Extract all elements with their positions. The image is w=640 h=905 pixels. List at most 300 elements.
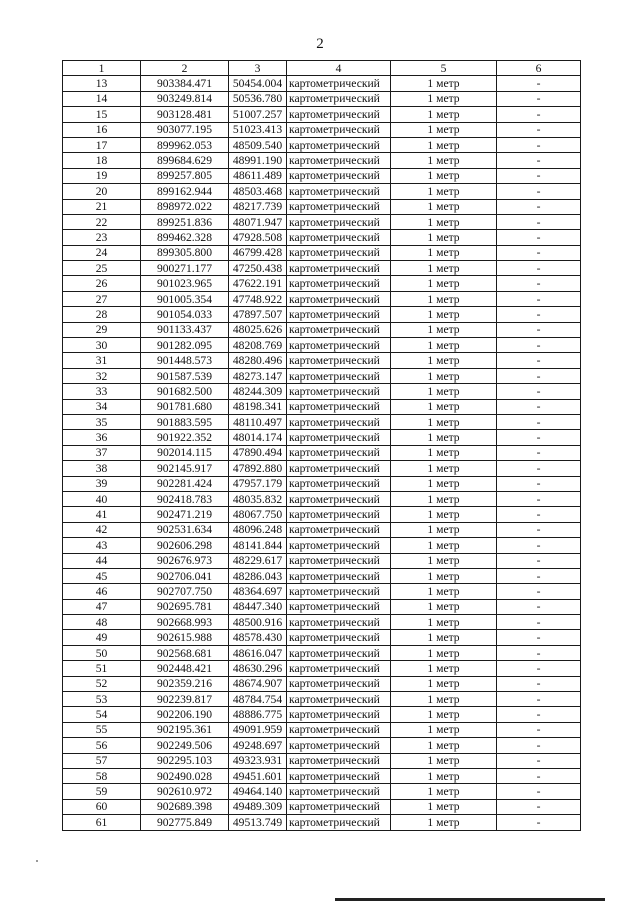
x-coordinate-cell: 899462.328 (141, 230, 229, 245)
y-coordinate-cell: 48364.697 (229, 584, 287, 599)
accuracy-cell: 1 метр (391, 445, 497, 460)
method-cell: картометрический (287, 307, 391, 322)
note-cell: - (497, 214, 581, 229)
table-row (63, 738, 581, 753)
accuracy-cell: 1 метр (391, 291, 497, 306)
method-cell: картометрический (287, 384, 391, 399)
table-row (63, 522, 581, 537)
y-coordinate-cell: 50454.004 (229, 76, 287, 91)
point-number-cell: 48 (63, 615, 141, 630)
x-coordinate-cell: 902359.216 (141, 676, 229, 691)
x-coordinate-cell: 900271.177 (141, 261, 229, 276)
note-cell: - (497, 784, 581, 799)
method-cell: картометрический (287, 738, 391, 753)
bottom-rule (335, 898, 605, 901)
note-cell: - (497, 384, 581, 399)
table-row (63, 507, 581, 522)
x-coordinate-cell: 902206.190 (141, 707, 229, 722)
point-number-cell: 51 (63, 661, 141, 676)
note-cell: - (497, 507, 581, 522)
accuracy-cell: 1 метр (391, 553, 497, 568)
y-coordinate-cell: 48071.947 (229, 214, 287, 229)
point-number-cell: 27 (63, 291, 141, 306)
table-row (63, 815, 581, 830)
note-cell: - (497, 199, 581, 214)
method-cell: картометрический (287, 322, 391, 337)
note-cell: - (497, 307, 581, 322)
note-cell: - (497, 430, 581, 445)
x-coordinate-cell: 899305.800 (141, 245, 229, 260)
table-row (63, 122, 581, 137)
x-coordinate-cell: 902775.849 (141, 815, 229, 830)
x-coordinate-cell: 902568.681 (141, 645, 229, 660)
x-coordinate-cell: 901282.095 (141, 338, 229, 353)
x-coordinate-cell: 901005.354 (141, 291, 229, 306)
note-cell: - (497, 584, 581, 599)
accuracy-cell: 1 метр (391, 76, 497, 91)
method-cell: картометрический (287, 368, 391, 383)
accuracy-cell: 1 метр (391, 261, 497, 276)
point-number-cell: 53 (63, 692, 141, 707)
table-row (63, 676, 581, 691)
x-coordinate-cell: 902249.506 (141, 738, 229, 753)
x-coordinate-cell: 902707.750 (141, 584, 229, 599)
point-number-cell: 22 (63, 214, 141, 229)
method-cell: картометрический (287, 491, 391, 506)
accuracy-cell: 1 метр (391, 199, 497, 214)
note-cell: - (497, 599, 581, 614)
x-coordinate-cell: 902706.041 (141, 568, 229, 583)
y-coordinate-cell: 48025.626 (229, 322, 287, 337)
point-number-cell: 31 (63, 353, 141, 368)
note-cell: - (497, 291, 581, 306)
header-col-6: 6 (497, 61, 581, 76)
y-coordinate-cell: 51007.257 (229, 107, 287, 122)
x-coordinate-cell: 902448.421 (141, 661, 229, 676)
method-cell: картометрический (287, 276, 391, 291)
y-coordinate-cell: 48500.916 (229, 615, 287, 630)
note-cell: - (497, 676, 581, 691)
method-cell: картометрический (287, 153, 391, 168)
note-cell: - (497, 553, 581, 568)
point-number-cell: 42 (63, 522, 141, 537)
y-coordinate-cell: 47928.508 (229, 230, 287, 245)
note-cell: - (497, 461, 581, 476)
note-cell: - (497, 692, 581, 707)
y-coordinate-cell: 48198.341 (229, 399, 287, 414)
note-cell: - (497, 338, 581, 353)
x-coordinate-cell: 902695.781 (141, 599, 229, 614)
point-number-cell: 56 (63, 738, 141, 753)
x-coordinate-cell: 903128.481 (141, 107, 229, 122)
method-cell: картометрический (287, 615, 391, 630)
x-coordinate-cell: 902239.817 (141, 692, 229, 707)
method-cell: картометрический (287, 799, 391, 814)
note-cell: - (497, 768, 581, 783)
point-number-cell: 50 (63, 645, 141, 660)
method-cell: картометрический (287, 661, 391, 676)
note-cell: - (497, 153, 581, 168)
y-coordinate-cell: 49323.931 (229, 753, 287, 768)
x-coordinate-cell: 903077.195 (141, 122, 229, 137)
accuracy-cell: 1 метр (391, 214, 497, 229)
method-cell: картометрический (287, 753, 391, 768)
header-col-3: 3 (229, 61, 287, 76)
accuracy-cell: 1 метр (391, 599, 497, 614)
table-row (63, 599, 581, 614)
table-row (63, 276, 581, 291)
accuracy-cell: 1 метр (391, 784, 497, 799)
point-number-cell: 29 (63, 322, 141, 337)
table-row (63, 784, 581, 799)
y-coordinate-cell: 48110.497 (229, 414, 287, 429)
accuracy-cell: 1 метр (391, 522, 497, 537)
y-coordinate-cell: 48014.174 (229, 430, 287, 445)
point-number-cell: 39 (63, 476, 141, 491)
y-coordinate-cell: 49513.749 (229, 815, 287, 830)
point-number-cell: 47 (63, 599, 141, 614)
note-cell: - (497, 799, 581, 814)
x-coordinate-cell: 902615.988 (141, 630, 229, 645)
accuracy-cell: 1 метр (391, 692, 497, 707)
y-coordinate-cell: 49451.601 (229, 768, 287, 783)
table-row (63, 538, 581, 553)
point-number-cell: 26 (63, 276, 141, 291)
y-coordinate-cell: 51023.413 (229, 122, 287, 137)
table-row (63, 214, 581, 229)
point-number-cell: 57 (63, 753, 141, 768)
accuracy-cell: 1 метр (391, 230, 497, 245)
table-row (63, 630, 581, 645)
table-row (63, 553, 581, 568)
table-row (63, 91, 581, 106)
y-coordinate-cell: 48096.248 (229, 522, 287, 537)
table-row (63, 199, 581, 214)
method-cell: картометрический (287, 645, 391, 660)
point-number-cell: 49 (63, 630, 141, 645)
note-cell: - (497, 107, 581, 122)
note-cell: - (497, 707, 581, 722)
x-coordinate-cell: 901023.965 (141, 276, 229, 291)
y-coordinate-cell: 48280.496 (229, 353, 287, 368)
method-cell: картометрический (287, 522, 391, 537)
y-coordinate-cell: 48578.430 (229, 630, 287, 645)
note-cell: - (497, 353, 581, 368)
x-coordinate-cell: 901883.595 (141, 414, 229, 429)
accuracy-cell: 1 метр (391, 630, 497, 645)
accuracy-cell: 1 метр (391, 676, 497, 691)
y-coordinate-cell: 48886.775 (229, 707, 287, 722)
x-coordinate-cell: 902676.973 (141, 553, 229, 568)
method-cell: картометрический (287, 430, 391, 445)
point-number-cell: 37 (63, 445, 141, 460)
point-number-cell: 44 (63, 553, 141, 568)
point-number-cell: 36 (63, 430, 141, 445)
accuracy-cell: 1 метр (391, 707, 497, 722)
x-coordinate-cell: 901781.680 (141, 399, 229, 414)
accuracy-cell: 1 метр (391, 353, 497, 368)
y-coordinate-cell: 48784.754 (229, 692, 287, 707)
table-row (63, 799, 581, 814)
y-coordinate-cell: 47250.438 (229, 261, 287, 276)
method-cell: картометрический (287, 199, 391, 214)
note-cell: - (497, 76, 581, 91)
table-row (63, 461, 581, 476)
table-row (63, 153, 581, 168)
accuracy-cell: 1 метр (391, 384, 497, 399)
note-cell: - (497, 276, 581, 291)
point-number-cell: 32 (63, 368, 141, 383)
point-number-cell: 30 (63, 338, 141, 353)
method-cell: картометрический (287, 230, 391, 245)
x-coordinate-cell: 902689.398 (141, 799, 229, 814)
coordinates-table (62, 60, 581, 831)
method-cell: картометрический (287, 553, 391, 568)
y-coordinate-cell: 48229.617 (229, 553, 287, 568)
y-coordinate-cell: 48141.844 (229, 538, 287, 553)
accuracy-cell: 1 метр (391, 399, 497, 414)
point-number-cell: 34 (63, 399, 141, 414)
x-coordinate-cell: 902281.424 (141, 476, 229, 491)
y-coordinate-cell: 48616.047 (229, 645, 287, 660)
y-coordinate-cell: 48273.147 (229, 368, 287, 383)
y-coordinate-cell: 48611.489 (229, 168, 287, 183)
point-number-cell: 13 (63, 76, 141, 91)
table-row (63, 768, 581, 783)
method-cell: картометрический (287, 630, 391, 645)
y-coordinate-cell: 48244.309 (229, 384, 287, 399)
accuracy-cell: 1 метр (391, 122, 497, 137)
margin-speck (36, 860, 38, 862)
x-coordinate-cell: 901448.573 (141, 353, 229, 368)
point-number-cell: 35 (63, 414, 141, 429)
note-cell: - (497, 538, 581, 553)
point-number-cell: 33 (63, 384, 141, 399)
method-cell: картометрический (287, 338, 391, 353)
method-cell: картометрический (287, 353, 391, 368)
table-row (63, 445, 581, 460)
table-row (63, 584, 581, 599)
table-row (63, 322, 581, 337)
y-coordinate-cell: 49464.140 (229, 784, 287, 799)
table-row (63, 645, 581, 660)
note-cell: - (497, 261, 581, 276)
y-coordinate-cell: 46799.428 (229, 245, 287, 260)
table-row (63, 568, 581, 583)
point-number-cell: 18 (63, 153, 141, 168)
accuracy-cell: 1 метр (391, 799, 497, 814)
y-coordinate-cell: 48630.296 (229, 661, 287, 676)
point-number-cell: 28 (63, 307, 141, 322)
accuracy-cell: 1 метр (391, 584, 497, 599)
x-coordinate-cell: 901587.539 (141, 368, 229, 383)
y-coordinate-cell: 48035.832 (229, 491, 287, 506)
accuracy-cell: 1 метр (391, 153, 497, 168)
accuracy-cell: 1 метр (391, 137, 497, 152)
method-cell: картометрический (287, 599, 391, 614)
accuracy-cell: 1 метр (391, 322, 497, 337)
point-number-cell: 45 (63, 568, 141, 583)
y-coordinate-cell: 50536.780 (229, 91, 287, 106)
method-cell: картометрический (287, 168, 391, 183)
x-coordinate-cell: 902490.028 (141, 768, 229, 783)
accuracy-cell: 1 метр (391, 615, 497, 630)
y-coordinate-cell: 49091.959 (229, 722, 287, 737)
accuracy-cell: 1 метр (391, 307, 497, 322)
point-number-cell: 58 (63, 768, 141, 783)
note-cell: - (497, 414, 581, 429)
note-cell: - (497, 815, 581, 830)
note-cell: - (497, 630, 581, 645)
y-coordinate-cell: 48503.468 (229, 184, 287, 199)
y-coordinate-cell: 47890.494 (229, 445, 287, 460)
accuracy-cell: 1 метр (391, 107, 497, 122)
x-coordinate-cell: 903249.814 (141, 91, 229, 106)
note-cell: - (497, 522, 581, 537)
x-coordinate-cell: 903384.471 (141, 76, 229, 91)
method-cell: картометрический (287, 568, 391, 583)
method-cell: картометрический (287, 707, 391, 722)
method-cell: картометрический (287, 815, 391, 830)
method-cell: картометрический (287, 461, 391, 476)
accuracy-cell: 1 метр (391, 815, 497, 830)
accuracy-cell: 1 метр (391, 91, 497, 106)
y-coordinate-cell: 47957.179 (229, 476, 287, 491)
x-coordinate-cell: 901922.352 (141, 430, 229, 445)
method-cell: картометрический (287, 122, 391, 137)
accuracy-cell: 1 метр (391, 645, 497, 660)
method-cell: картометрический (287, 107, 391, 122)
method-cell: картометрический (287, 722, 391, 737)
accuracy-cell: 1 метр (391, 368, 497, 383)
note-cell: - (497, 230, 581, 245)
x-coordinate-cell: 902606.298 (141, 538, 229, 553)
accuracy-cell: 1 метр (391, 414, 497, 429)
y-coordinate-cell: 48067.750 (229, 507, 287, 522)
y-coordinate-cell: 47622.191 (229, 276, 287, 291)
method-cell: картометрический (287, 538, 391, 553)
method-cell: картометрический (287, 261, 391, 276)
method-cell: картометрический (287, 507, 391, 522)
accuracy-cell: 1 метр (391, 461, 497, 476)
y-coordinate-cell: 48991.190 (229, 153, 287, 168)
y-coordinate-cell: 47892.880 (229, 461, 287, 476)
accuracy-cell: 1 метр (391, 722, 497, 737)
table-row (63, 261, 581, 276)
y-coordinate-cell: 47748.922 (229, 291, 287, 306)
y-coordinate-cell: 48509.540 (229, 137, 287, 152)
note-cell: - (497, 615, 581, 630)
x-coordinate-cell: 901054.033 (141, 307, 229, 322)
y-coordinate-cell: 49489.309 (229, 799, 287, 814)
point-number-cell: 14 (63, 91, 141, 106)
accuracy-cell: 1 метр (391, 430, 497, 445)
table-row (63, 107, 581, 122)
note-cell: - (497, 91, 581, 106)
x-coordinate-cell: 901682.500 (141, 384, 229, 399)
header-col-5: 5 (391, 61, 497, 76)
table-row (63, 399, 581, 414)
method-cell: картометрический (287, 584, 391, 599)
note-cell: - (497, 137, 581, 152)
method-cell: картометрический (287, 676, 391, 691)
header-col-4: 4 (287, 61, 391, 76)
point-number-cell: 55 (63, 722, 141, 737)
table-row (63, 338, 581, 353)
point-number-cell: 43 (63, 538, 141, 553)
point-number-cell: 21 (63, 199, 141, 214)
accuracy-cell: 1 метр (391, 168, 497, 183)
table-row (63, 76, 581, 91)
note-cell: - (497, 491, 581, 506)
table-row (63, 692, 581, 707)
table-row (63, 368, 581, 383)
point-number-cell: 61 (63, 815, 141, 830)
accuracy-cell: 1 метр (391, 538, 497, 553)
x-coordinate-cell: 902471.219 (141, 507, 229, 522)
note-cell: - (497, 245, 581, 260)
point-number-cell: 54 (63, 707, 141, 722)
accuracy-cell: 1 метр (391, 507, 497, 522)
y-coordinate-cell: 48447.340 (229, 599, 287, 614)
note-cell: - (497, 322, 581, 337)
point-number-cell: 52 (63, 676, 141, 691)
table-row (63, 384, 581, 399)
method-cell: картометрический (287, 184, 391, 199)
method-cell: картометрический (287, 245, 391, 260)
note-cell: - (497, 753, 581, 768)
accuracy-cell: 1 метр (391, 568, 497, 583)
table-row (63, 230, 581, 245)
point-number-cell: 24 (63, 245, 141, 260)
note-cell: - (497, 476, 581, 491)
x-coordinate-cell: 899962.053 (141, 137, 229, 152)
method-cell: картометрический (287, 76, 391, 91)
point-number-cell: 40 (63, 491, 141, 506)
method-cell: картометрический (287, 91, 391, 106)
table-row (63, 491, 581, 506)
header-col-1: 1 (63, 61, 141, 76)
note-cell: - (497, 184, 581, 199)
table-row (63, 753, 581, 768)
x-coordinate-cell: 901133.437 (141, 322, 229, 337)
x-coordinate-cell: 899251.836 (141, 214, 229, 229)
x-coordinate-cell: 902295.103 (141, 753, 229, 768)
point-number-cell: 59 (63, 784, 141, 799)
y-coordinate-cell: 49248.697 (229, 738, 287, 753)
accuracy-cell: 1 метр (391, 245, 497, 260)
note-cell: - (497, 661, 581, 676)
y-coordinate-cell: 48208.769 (229, 338, 287, 353)
table-header-row (63, 61, 581, 76)
table-row (63, 245, 581, 260)
method-cell: картометрический (287, 137, 391, 152)
method-cell: картометрический (287, 399, 391, 414)
x-coordinate-cell: 898972.022 (141, 199, 229, 214)
method-cell: картометрический (287, 445, 391, 460)
accuracy-cell: 1 метр (391, 661, 497, 676)
table-row (63, 476, 581, 491)
note-cell: - (497, 645, 581, 660)
point-number-cell: 25 (63, 261, 141, 276)
y-coordinate-cell: 48217.739 (229, 199, 287, 214)
x-coordinate-cell: 902014.115 (141, 445, 229, 460)
x-coordinate-cell: 902145.917 (141, 461, 229, 476)
note-cell: - (497, 168, 581, 183)
point-number-cell: 23 (63, 230, 141, 245)
accuracy-cell: 1 метр (391, 338, 497, 353)
method-cell: картометрический (287, 692, 391, 707)
